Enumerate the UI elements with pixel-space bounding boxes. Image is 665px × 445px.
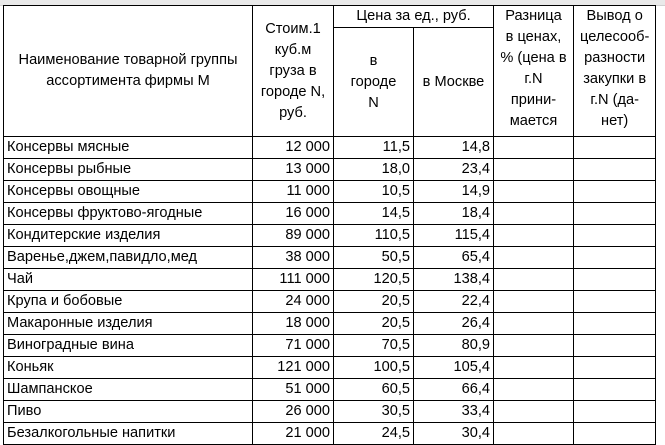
cell-name[interactable]: Варенье,джем,павидло,мед <box>4 247 253 269</box>
table-body <box>4 137 656 445</box>
cell-out[interactable] <box>574 291 656 313</box>
cell-cost[interactable]: 38 000 <box>253 247 334 269</box>
cell-price-n[interactable]: 14,5 <box>334 203 414 225</box>
cell-price-msk[interactable]: 18,4 <box>414 203 494 225</box>
cell-price-n[interactable]: 70,5 <box>334 335 414 357</box>
header-price-n[interactable]: в городе N <box>334 28 414 137</box>
cell-price-n[interactable]: 120,5 <box>334 269 414 291</box>
table-row <box>4 181 656 203</box>
cell-out[interactable] <box>574 181 656 203</box>
cell-cost[interactable]: 71 000 <box>253 335 334 357</box>
cell-price-msk[interactable]: 14,8 <box>414 137 494 159</box>
cell-name[interactable]: Шампанское <box>4 379 253 401</box>
header-cost[interactable]: Стоим.1 куб.м груза в городе N, руб. <box>253 6 334 137</box>
cell-diff[interactable] <box>494 203 574 225</box>
cell-out[interactable] <box>574 313 656 335</box>
cell-diff[interactable] <box>494 159 574 181</box>
cell-cost[interactable]: 24 000 <box>253 291 334 313</box>
cell-name[interactable]: Безалкогольные напитки <box>4 423 253 445</box>
cell-cost[interactable]: 89 000 <box>253 225 334 247</box>
cell-name[interactable]: Виноградные вина <box>4 335 253 357</box>
cell-name[interactable]: Пиво <box>4 401 253 423</box>
table-row <box>4 423 656 445</box>
header-price-group[interactable]: Цена за ед., руб. <box>334 6 494 28</box>
cell-price-n[interactable]: 30,5 <box>334 401 414 423</box>
header-name[interactable]: Наименование товарной группы ассортимента фирмы М <box>4 6 253 137</box>
cell-price-msk[interactable]: 26,4 <box>414 313 494 335</box>
cell-out[interactable] <box>574 379 656 401</box>
cell-cost[interactable]: 121 000 <box>253 357 334 379</box>
cell-price-n[interactable]: 50,5 <box>334 247 414 269</box>
cell-out[interactable] <box>574 357 656 379</box>
cell-price-n[interactable]: 18,0 <box>334 159 414 181</box>
cell-diff[interactable] <box>494 379 574 401</box>
table-row <box>4 137 656 159</box>
cell-name[interactable]: Коньяк <box>4 357 253 379</box>
cell-diff[interactable] <box>494 225 574 247</box>
cell-diff[interactable] <box>494 357 574 379</box>
table-row <box>4 291 656 313</box>
assortment-table <box>3 5 656 445</box>
cell-out[interactable] <box>574 335 656 357</box>
cell-out[interactable] <box>574 225 656 247</box>
cell-diff[interactable] <box>494 137 574 159</box>
table-row <box>4 357 656 379</box>
cell-diff[interactable] <box>494 401 574 423</box>
cell-cost[interactable]: 111 000 <box>253 269 334 291</box>
table-row <box>4 159 656 181</box>
cell-out[interactable] <box>574 269 656 291</box>
cell-diff[interactable] <box>494 291 574 313</box>
cell-diff[interactable] <box>494 247 574 269</box>
cell-price-n[interactable]: 110,5 <box>334 225 414 247</box>
cell-price-msk[interactable]: 138,4 <box>414 269 494 291</box>
cell-out[interactable] <box>574 203 656 225</box>
cell-cost[interactable]: 12 000 <box>253 137 334 159</box>
cell-price-msk[interactable]: 66,4 <box>414 379 494 401</box>
cell-out[interactable] <box>574 137 656 159</box>
cell-cost[interactable]: 26 000 <box>253 401 334 423</box>
cell-name[interactable]: Кондитерские изделия <box>4 225 253 247</box>
cell-name[interactable]: Консервы рыбные <box>4 159 253 181</box>
cell-name[interactable]: Консервы мясные <box>4 137 253 159</box>
cell-price-n[interactable]: 20,5 <box>334 291 414 313</box>
cell-out[interactable] <box>574 159 656 181</box>
cell-diff[interactable] <box>494 423 574 445</box>
cell-name[interactable]: Чай <box>4 269 253 291</box>
cell-price-n[interactable]: 60,5 <box>334 379 414 401</box>
cell-price-n[interactable]: 11,5 <box>334 137 414 159</box>
cell-out[interactable] <box>574 401 656 423</box>
cell-cost[interactable]: 16 000 <box>253 203 334 225</box>
cell-name[interactable]: Консервы фруктово-ягодные <box>4 203 253 225</box>
table-row <box>4 225 656 247</box>
table-row <box>4 269 656 291</box>
cell-diff[interactable] <box>494 269 574 291</box>
cell-price-n[interactable]: 20,5 <box>334 313 414 335</box>
cell-price-msk[interactable]: 30,4 <box>414 423 494 445</box>
header-out[interactable]: Вывод о целесооб-разности закупки в г.N (да-нет) <box>574 6 656 137</box>
table-row <box>4 247 656 269</box>
cell-price-msk[interactable]: 14,9 <box>414 181 494 203</box>
cell-cost[interactable]: 11 000 <box>253 181 334 203</box>
cell-cost[interactable]: 18 000 <box>253 313 334 335</box>
cell-name[interactable]: Крупа и бобовые <box>4 291 253 313</box>
cell-price-n[interactable]: 24,5 <box>334 423 414 445</box>
cell-diff[interactable] <box>494 313 574 335</box>
cell-price-msk[interactable]: 80,9 <box>414 335 494 357</box>
cell-diff[interactable] <box>494 335 574 357</box>
table-row <box>4 313 656 335</box>
cell-cost[interactable]: 21 000 <box>253 423 334 445</box>
table-row <box>4 335 656 357</box>
cell-cost[interactable]: 51 000 <box>253 379 334 401</box>
table-row <box>4 379 656 401</box>
cell-cost[interactable]: 13 000 <box>253 159 334 181</box>
cell-name[interactable]: Консервы овощные <box>4 181 253 203</box>
header-price-msk[interactable]: в Москве <box>414 28 494 137</box>
cell-diff[interactable] <box>494 181 574 203</box>
cell-price-n[interactable]: 100,5 <box>334 357 414 379</box>
cell-price-msk[interactable]: 115,4 <box>414 225 494 247</box>
cell-price-msk[interactable]: 105,4 <box>414 357 494 379</box>
header-diff[interactable]: Разница в ценах, % (цена в г.N прини-мается <box>494 6 574 137</box>
table-row <box>4 401 656 423</box>
table-row <box>4 203 656 225</box>
cell-name[interactable]: Макаронные изделия <box>4 313 253 335</box>
cell-price-msk[interactable]: 33,4 <box>414 401 494 423</box>
cell-out[interactable] <box>574 423 656 445</box>
cell-price-msk[interactable]: 65,4 <box>414 247 494 269</box>
cell-price-msk[interactable]: 22,4 <box>414 291 494 313</box>
cell-price-msk[interactable]: 23,4 <box>414 159 494 181</box>
cell-out[interactable] <box>574 247 656 269</box>
cell-price-n[interactable]: 10,5 <box>334 181 414 203</box>
